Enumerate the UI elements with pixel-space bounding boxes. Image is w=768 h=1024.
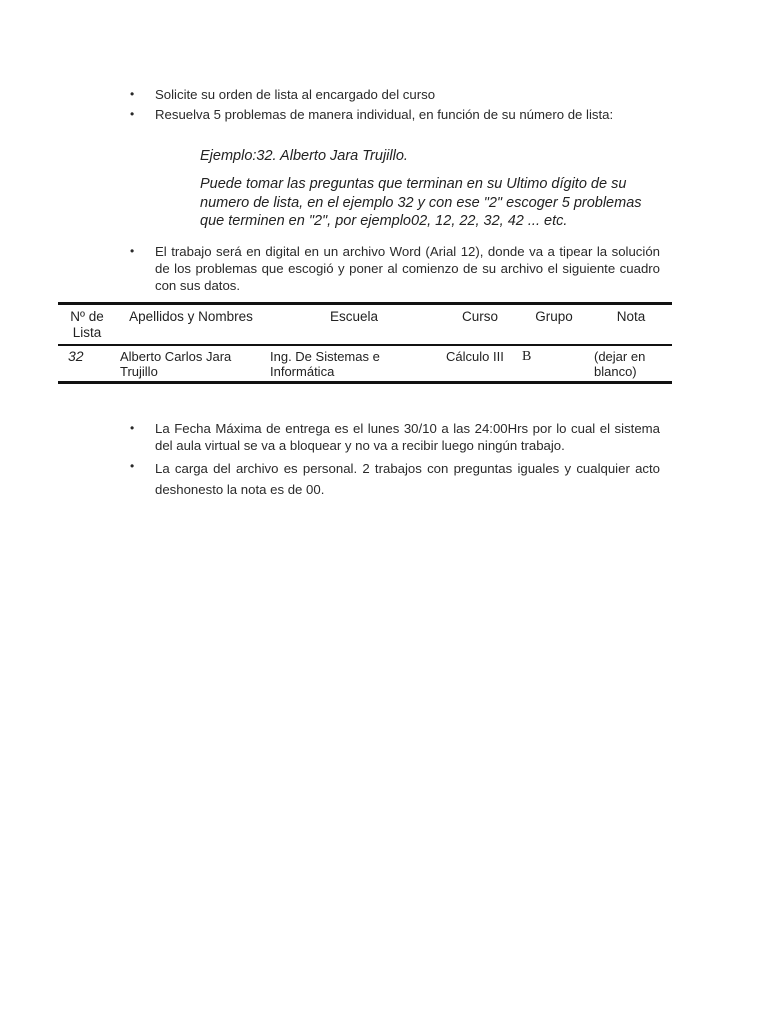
- list-item: [130, 420, 660, 454]
- cell-school: Ing. De Sistemas e Informática: [270, 349, 380, 379]
- header-school: Escuela: [329, 309, 379, 324]
- cell-course: Cálculo III: [446, 349, 504, 364]
- bullet-text: La Fecha Máxima de entrega es el lunes 30/10 a las 24:00Hrs por lo cual el sistema del aula virtual se va a bloquear y no va a recibir luego ningún trabajo.: [155, 421, 660, 453]
- instructions-list: [130, 86, 660, 126]
- cell-grade: (dejar en blanco): [594, 349, 646, 379]
- header-course: Curso: [461, 309, 498, 324]
- example-body: Puede tomar las preguntas que terminan en su Ultimo dígito de su numero de lista, en el ejemplo 32 y con ese "2" escoger 5 problemas que terminen en "2", por ejemplo02, 12, 22, 32, 42 ... etc.: [200, 176, 642, 229]
- header-names: Apellidos y Nombres: [129, 309, 253, 324]
- example-title: Ejemplo:32. Alberto Jara Trujillo.: [200, 148, 408, 164]
- cell-group: B: [522, 349, 532, 364]
- list-item: [130, 106, 660, 123]
- format-list: [130, 243, 660, 297]
- header-number: Nº de Lista: [70, 309, 104, 340]
- cell-names: Alberto Carlos Jara Trujillo: [120, 349, 232, 379]
- bullet-text: Solicite su orden de lista al encargado del curso: [155, 87, 436, 102]
- bullet-text: El trabajo será en digital en un archivo Word (Arial 12), donde va a tipear la solución de los problemas que escogió y poner al comienzo de su archivo el siguiente cuadro con sus datos.: [155, 244, 660, 293]
- list-item: [130, 243, 660, 294]
- header-grade: Nota: [616, 309, 646, 324]
- table-row: [58, 345, 672, 383]
- bullet-marker: •: [130, 87, 135, 101]
- header-group: Grupo: [535, 309, 573, 324]
- bullet-text: Resuelva 5 problemas de manera individual, en función de su número de lista:: [155, 107, 614, 122]
- bullet-marker: •: [130, 244, 135, 258]
- bullet-marker: •: [130, 421, 135, 435]
- student-data-table: [58, 302, 672, 384]
- bullet-text: La carga del archivo es personal. 2 trabajos con preguntas iguales y cualquier acto deshonesto la nota es de 00.: [155, 461, 660, 497]
- cell-number: 32: [68, 348, 84, 364]
- list-item: [130, 86, 660, 103]
- deadline-list: [130, 420, 660, 503]
- table-header-row: [58, 304, 672, 346]
- data-table: [58, 302, 672, 384]
- list-item: [130, 458, 660, 500]
- bullet-marker: •: [130, 107, 135, 121]
- bullet-marker: •: [130, 459, 135, 473]
